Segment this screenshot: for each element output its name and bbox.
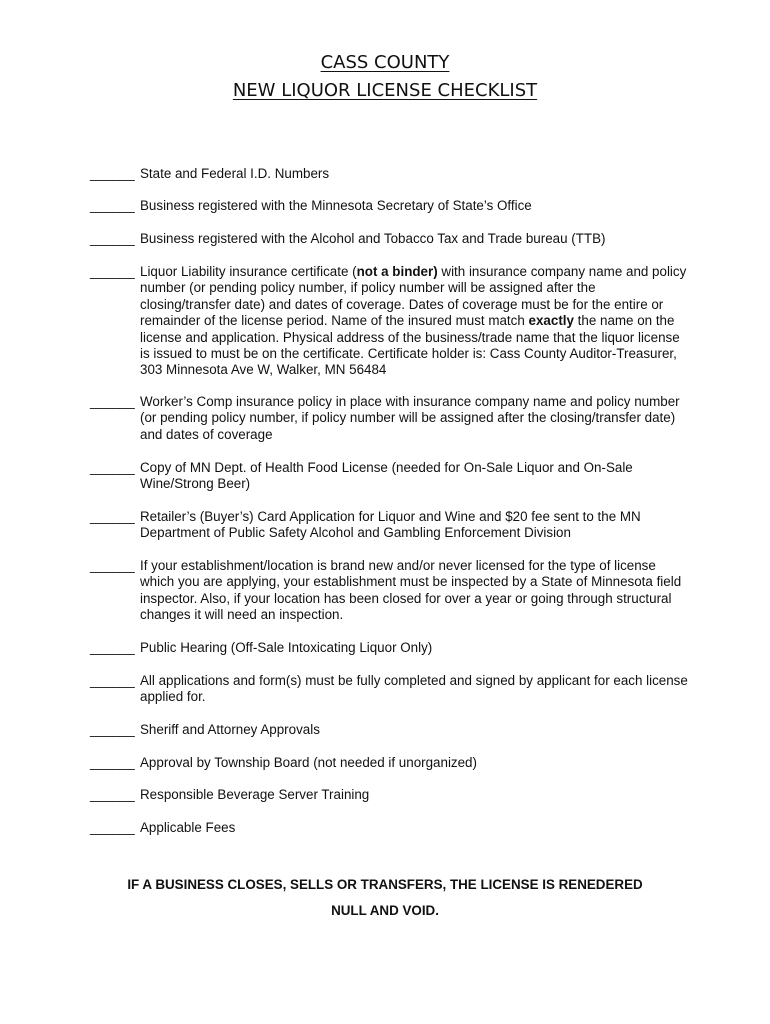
checklist-item xyxy=(90,755,690,771)
checkbox-blank-line: ______ xyxy=(90,673,135,688)
checkbox-blank-line: ______ xyxy=(90,264,135,279)
checkbox-blank-line: ______ xyxy=(90,509,135,524)
checkbox-blank-line: ______ xyxy=(90,558,135,573)
footer-warning-line1: IF A BUSINESS CLOSES, SELLS OR TRANSFERS, THE LICENSE IS RENEDERED xyxy=(127,877,643,892)
checklist-item xyxy=(90,558,690,624)
checklist-item xyxy=(90,231,690,247)
footer-warning-line2: NULL AND VOID. xyxy=(331,903,439,918)
checklist-item xyxy=(90,820,690,836)
checklist-item xyxy=(90,394,690,443)
checklist-item-text xyxy=(140,264,690,379)
checkbox-blank-line: ______ xyxy=(90,640,135,655)
checklist-item-liquor-liability xyxy=(90,264,690,379)
checkbox-blank-line: ______ xyxy=(90,460,135,475)
text-segment: with insurance company name and policy number (or pending policy number, if policy number will be assigned after the closing/transfer date) and dates of coverage. Dates of coverage must be for the entire or remainder of the license period. Name of the insured must match xyxy=(140,264,687,329)
checklist-item-text: Retailer’s (Buyer’s) Card Application for Liquor and Wine and $20 fee sent to the MN Department of Public Safety Alcohol and Gambling Enforcement Division xyxy=(140,509,641,541)
checkbox-blank-line: ______ xyxy=(90,820,135,835)
text-segment: Liquor Liability insurance certificate ( xyxy=(140,264,357,279)
emphasis-not-a-binder: not a binder) xyxy=(356,264,438,279)
checkbox-blank-line: ______ xyxy=(90,198,135,213)
checkbox-blank-line: ______ xyxy=(90,787,135,802)
checkbox-blank-line: ______ xyxy=(90,755,135,770)
checklist-item xyxy=(90,198,690,214)
checklist-item-text: Applicable Fees xyxy=(140,820,236,835)
checklist-item xyxy=(90,787,690,803)
checklist-item xyxy=(90,509,690,542)
checklist-item-text: Sheriff and Attorney Approvals xyxy=(140,722,320,737)
checklist-item-text: Business registered with the Alcohol and Tobacco Tax and Trade bureau (TTB) xyxy=(140,231,606,246)
checklist-item xyxy=(90,640,690,656)
document-title-checklist: NEW LIQUOR LICENSE CHECKLIST xyxy=(232,80,538,101)
checklist-item-text: Approval by Township Board (not needed if unorganized) xyxy=(140,755,477,770)
emphasis-exactly: exactly xyxy=(528,313,574,329)
document-title-county: CASS COUNTY xyxy=(320,52,450,73)
text-segment: the name on the license and application. Physical address of the business/trade name that the liquor license is issued to must be on the certificate. Certificate holder is: Cass County Auditor-Treasurer, 303 Minnesota Ave W, Walker, MN 56484 xyxy=(140,313,680,378)
checklist-item-text: State and Federal I.D. Numbers xyxy=(140,166,330,181)
checklist-item xyxy=(90,673,690,706)
checklist-item-text: Business registered with the Minnesota Secretary of State’s Office xyxy=(140,198,532,213)
checklist-item-text: Public Hearing (Off-Sale Intoxicating Liquor Only) xyxy=(140,640,433,655)
checkbox-blank-line: ______ xyxy=(90,166,135,181)
checkbox-blank-line: ______ xyxy=(90,231,135,246)
checklist-item-text: Copy of MN Dept. of Health Food License (needed for On-Sale Liquor and On-Sale Wine/Strong Beer) xyxy=(140,460,633,492)
checkbox-blank-line: ______ xyxy=(90,394,135,409)
checklist-item xyxy=(90,460,690,493)
checklist-item-text: Responsible Beverage Server Training xyxy=(140,787,370,802)
checklist-item xyxy=(90,166,690,182)
checkbox-blank-line: ______ xyxy=(90,722,135,737)
checklist-item-text: Worker’s Comp insurance policy in place with insurance company name and policy number (or pending policy number, if policy number will be assigned after the closing/transfer date) and dates of coverage xyxy=(140,394,680,442)
checklist-item xyxy=(90,722,690,738)
checklist-item-text: All applications and form(s) must be fully completed and signed by applicant for each license applied for. xyxy=(140,673,688,705)
checklist-item-text: If your establishment/location is brand new and/or never licensed for the type of license which you are applying, your establishment must be inspected by a State of Minnesota field inspector. Also, if your location has been closed for over a year or going through structural changes it will need an inspection. xyxy=(140,558,682,623)
